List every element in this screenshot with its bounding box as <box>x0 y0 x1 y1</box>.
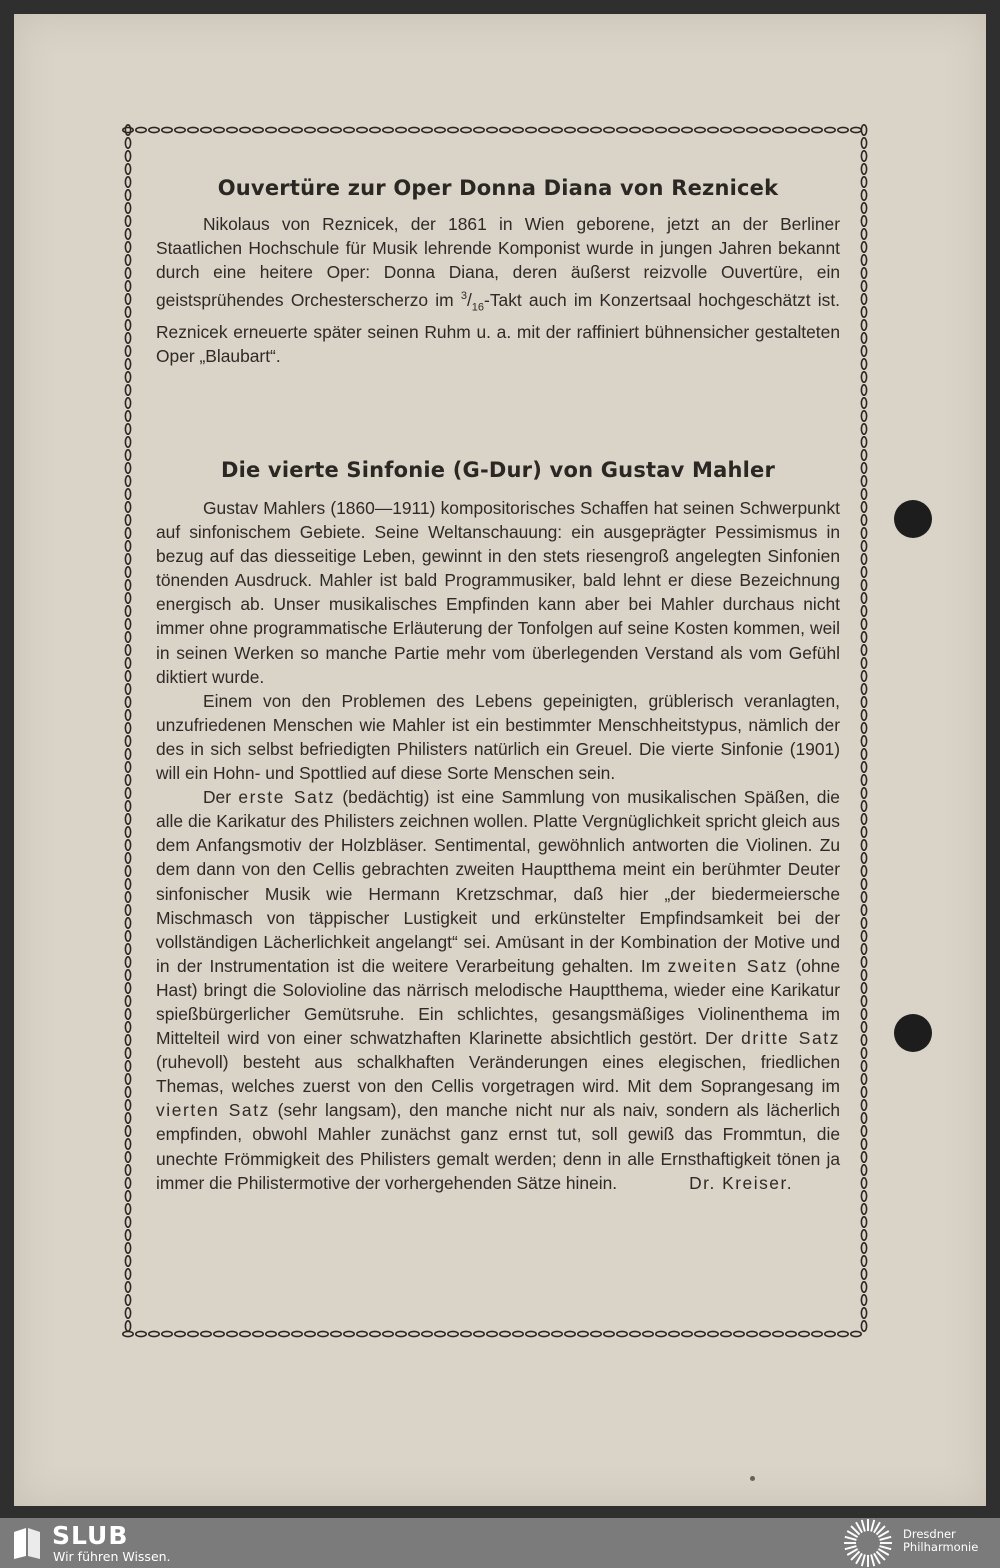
movement-term-third: dritte Satz <box>741 1028 840 1049</box>
paragraph-text: (bedächtig) ist eine Sammlung von musikalischen Späßen, die alle die Karikatur des Philisters zeichnen wollen. Platte Vergnüglichkeit spricht gleich aus dem Anfangsmotiv der Holzbläser. Sentimental, gewöhnlich antworten die Violinen. Zu dem dann von den Cellis gebrachten zweiten Hauptthema meint ein berühmter Deuter sinfonischer Musik wie Hermann Kretzschmar, daß hier „der biedermeiersche Mischmasch von täppischer Lustigkeit und erkünstelter Empfindsamkeit bei der vollständigen Lächerlichkeit angelangt“ sei. Amüsant in der Kombination der Motive und in der Instrumentation ist die weitere Verarbeitung gehalten. Im <box>156 787 840 976</box>
slub-book-icon[interactable] <box>12 1526 42 1560</box>
paragraph-text: (ruhevoll) besteht aus schalkhaften Veränderungen eines elegischen, friedlichen Themas, welches zuerst von den Cellis vorgetragen wird. Mit dem Soprangesang im <box>156 1052 840 1097</box>
paragraph-text: Der <box>203 787 239 808</box>
philharmonie-line-2: Philharmonie <box>903 1540 979 1554</box>
slub-logo-text[interactable]: SLUB <box>52 1521 129 1550</box>
punch-hole-lower <box>894 1014 932 1052</box>
article-mahler <box>156 458 840 1195</box>
philharmonie-sunburst-icon[interactable] <box>842 1518 894 1568</box>
author-signature: Dr. Kreiser. <box>689 1172 794 1193</box>
article-paragraph: Nikolaus von Reznicek, der 1861 in Wien geborene, jetzt an der Berliner Staatlichen Hochschule für Musik lehrende Komponist wurde in jungen Jahren bekannt durch eine heitere Oper: Donna Diana, deren äußerst reizvolle Ouvertüre, ein geistsprühendes Orchesterscherzo im $^3/_{16}$-Takt auch im Konzertsaal hochgeschätzt ist. Reznicek erneuerte später seinen Ruhm u. a. mit der raffiniert bühnensicher gestalteten Oper „Blaubart“. <box>156 214 840 366</box>
paper-speck <box>750 1476 755 1481</box>
article-title-mahler: Die vierte Sinfonie (G-Dur) von Gustav Mahler <box>220 458 776 482</box>
article-paragraph-3 <box>156 785 840 1195</box>
slub-tagline: Wir führen Wissen. <box>53 1549 171 1564</box>
philharmonie-logo-text[interactable] <box>903 1528 978 1554</box>
paragraph-text: Nikolaus von Reznicek, der 1861 in Wien geborene, jetzt an der Berliner Staatlichen Hochschule für Musik lehrende Komponist wurde in jungen Jahren bekannt durch eine heitere Oper: Donna Diana, deren äußerst reizvolle Ouvertüre, ein geistsprühendes Orchesterscherzo im <box>156 214 840 311</box>
time-signature-numerator: 3 <box>460 290 467 303</box>
paragraph-text: (ohne Hast) bringt die Solovioline das närrisch melodische Hauptthema, wieder eine Karikatur spießbürgerlicher Gemütsruhe. Ein schlichtes, gesangsmäßiges Violinenthema im Mittelteil wird von einer schwatzhaften Klarinette absichtlich gestört. Der <box>156 955 840 1049</box>
paragraph-text: (sehr langsam), den manche nicht nur als naiv, sondern als lächerlich empfinden, obwohl Mahler zunächst ganz ernst tut, soll gewiß das Frommtun, die unechte Frömmigkeit des Philisters gemalt werden; denn in alle Ernsthaftigkeit tönen ja immer die Philistermotive der vorhergehenden Sätze hinein. <box>156 1100 840 1193</box>
article-paragraph-1: Gustav Mahlers (1860—1911) kompositorisches Schaffen hat seinen Schwerpunkt auf sinfonischem Gebiete. Seine Weltanschauung: ein ausgeprägter Pessimismus in bezug auf das diesseitige Leben, gewinnt in den stets riesengroß angelegten Sinfonien tönenden Ausdruck. Mahler ist bald Programmusiker, bald lehnt er diese Bezeichnung energisch ab. Unser musikalisches Empfinden kann aber bei Mahler durchaus nicht immer ohne programmatische Erläuterung der Tonfolgen auf seine Kosten kommen, weil in seinen Werken so manche Partie mehr vom überlegenden Verstand als vom Gefühl diktiert wurde. <box>156 498 840 687</box>
paragraph-text: -Takt auch im Konzertsaal hochgeschätzt ist. Reznicek erneuerte später seinen Ruhm u. a. mit der raffiniert bühnensicher gestalteten Oper „Blaubart“. <box>156 290 840 366</box>
movement-term-fourth: vierten Satz <box>156 1100 270 1121</box>
movement-term-first: erste Satz <box>238 787 336 808</box>
footer-bar <box>0 1518 1000 1568</box>
article-paragraph-2: Einem von den Problemen des Lebens gepeinigten, grüblerisch veranlagten, unzufriedenen Menschen wie Mahler ist ein bestimmter Menschheitstypus, nämlich der des in sich selbst befriedigten Philisters natürlich ein Greuel. Die vierte Sinfonie (1901) will ein Hohn- und Spottlied auf diese Sorte Menschen sein. <box>156 690 840 784</box>
punch-hole-upper <box>894 500 932 538</box>
movement-term-second: zweiten Satz <box>667 955 789 976</box>
time-signature-denominator: 16 <box>471 301 485 314</box>
philharmonie-line-1: Dresdner <box>903 1527 956 1541</box>
article-title-reznicek: Ouvertüre zur Oper Donna Diana von Reznicek <box>217 176 779 200</box>
article-reznicek <box>156 176 840 368</box>
